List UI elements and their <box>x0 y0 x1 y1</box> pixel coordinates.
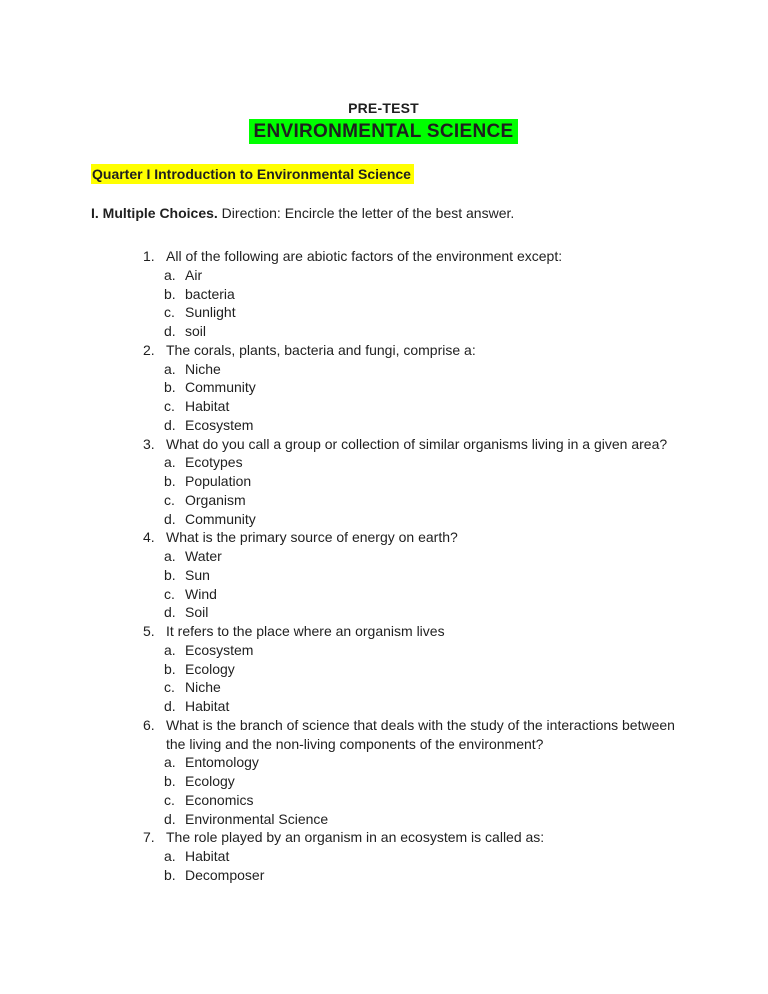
question-row <box>91 716 676 754</box>
option-letter: a. <box>164 641 176 658</box>
option-row <box>91 585 676 604</box>
option-row <box>91 847 676 866</box>
option-letter: c. <box>164 398 175 414</box>
option-letter: d. <box>164 604 176 621</box>
option-row <box>91 791 676 810</box>
question-number: 3. <box>143 435 155 452</box>
option-row <box>91 416 676 435</box>
question-text: What is the primary source of energy on earth? <box>166 529 458 546</box>
options-list <box>91 360 676 435</box>
option-row <box>91 285 676 304</box>
option-letter: b. <box>164 379 176 396</box>
option-text: Niche <box>185 360 221 377</box>
option-text: Air <box>185 266 203 283</box>
option-row <box>91 303 676 322</box>
options-list <box>91 453 676 528</box>
question-text: What do you call a group or collection of similar organisms living in a given area? <box>166 435 668 452</box>
question-number: 5. <box>143 623 155 639</box>
option-text: Habitat <box>185 698 230 714</box>
question-row <box>91 828 676 847</box>
question-number: 1. <box>143 248 155 264</box>
option-letter: a. <box>164 266 176 283</box>
question-number: 2. <box>143 341 155 358</box>
option-text: Ecology <box>185 773 235 789</box>
option-row <box>91 566 676 585</box>
option-text: soil <box>185 323 207 339</box>
option-letter: b. <box>164 660 176 677</box>
option-text: Organism <box>185 491 246 508</box>
option-letter: a. <box>164 754 176 771</box>
option-row <box>91 322 676 341</box>
option-text: Niche <box>185 679 221 696</box>
option-row <box>91 660 676 679</box>
question-number: 6. <box>143 716 155 733</box>
question-block <box>91 528 676 622</box>
option-letter: c. <box>164 304 175 321</box>
options-list <box>91 266 676 341</box>
option-row <box>91 378 676 397</box>
option-text: Ecosystem <box>185 416 254 433</box>
option-letter: b. <box>164 773 176 789</box>
option-letter: d. <box>164 810 176 827</box>
instruction-text: Direction: Encircle the letter of the best answer. <box>217 205 515 221</box>
option-row <box>91 641 676 660</box>
option-text: Population <box>185 473 252 489</box>
option-letter: a. <box>164 360 176 377</box>
question-number: 4. <box>143 529 155 546</box>
option-text: bacteria <box>185 285 235 302</box>
option-row <box>91 491 676 510</box>
option-row <box>91 678 676 697</box>
option-text: Entomology <box>185 754 259 771</box>
option-row <box>91 547 676 566</box>
title-line <box>91 118 676 146</box>
option-row <box>91 772 676 791</box>
option-letter: a. <box>164 848 176 864</box>
options-list <box>91 847 676 885</box>
option-text: Community <box>185 510 256 527</box>
option-letter: c. <box>164 791 175 808</box>
document-title: ENVIRONMENTAL SCIENCE <box>249 119 517 144</box>
option-text: Sun <box>185 566 210 583</box>
instruction-line <box>91 204 676 223</box>
option-text: Water <box>185 548 222 564</box>
option-row <box>91 603 676 622</box>
option-text: Soil <box>185 604 209 621</box>
option-row <box>91 866 676 885</box>
option-text: Wind <box>185 585 217 602</box>
options-list <box>91 753 676 828</box>
option-row <box>91 360 676 379</box>
option-text: Ecology <box>185 660 235 677</box>
option-text: Economics <box>185 791 254 808</box>
option-letter: c. <box>164 585 175 602</box>
option-letter: c. <box>164 679 175 696</box>
option-text: Habitat <box>185 848 230 864</box>
question-block <box>91 716 676 829</box>
option-row <box>91 753 676 772</box>
option-row <box>91 472 676 491</box>
options-list <box>91 641 676 716</box>
option-text: Ecosystem <box>185 641 254 658</box>
question-number: 7. <box>143 829 155 846</box>
option-letter: b. <box>164 285 176 302</box>
questions-list <box>91 247 676 885</box>
question-block <box>91 828 676 884</box>
question-text: All of the following are abiotic factors of the environment except: <box>166 248 563 264</box>
question-text: What is the branch of science that deals with the study of the interactions between the living and the non-living components of the environment? <box>166 716 675 752</box>
option-row <box>91 397 676 416</box>
option-row <box>91 697 676 716</box>
question-row <box>91 435 676 454</box>
option-text: Ecotypes <box>185 454 243 471</box>
option-row <box>91 810 676 829</box>
question-text: The corals, plants, bacteria and fungi, comprise a: <box>166 341 476 358</box>
question-block <box>91 247 676 341</box>
question-row <box>91 341 676 360</box>
option-letter: d. <box>164 510 176 527</box>
question-text: It refers to the place where an organism lives <box>166 623 445 639</box>
question-row <box>91 622 676 641</box>
option-letter: a. <box>164 454 176 471</box>
instruction-lead: I. Multiple Choices. <box>91 205 218 221</box>
pretest-heading: PRE-TEST <box>348 100 419 116</box>
question-block <box>91 341 676 435</box>
option-letter: b. <box>164 473 176 489</box>
question-row <box>91 247 676 266</box>
question-block <box>91 435 676 529</box>
section-line <box>91 164 676 185</box>
option-letter: d. <box>164 323 176 339</box>
option-letter: d. <box>164 698 176 714</box>
section-heading: Quarter I Introduction to Environmental Science <box>91 164 414 184</box>
option-letter: b. <box>164 866 176 883</box>
option-letter: d. <box>164 416 176 433</box>
option-text: Habitat <box>185 398 230 414</box>
option-row <box>91 266 676 285</box>
option-text: Environmental Science <box>185 810 329 827</box>
question-block <box>91 622 676 716</box>
options-list <box>91 547 676 622</box>
option-letter: b. <box>164 566 176 583</box>
question-row <box>91 528 676 547</box>
option-text: Decomposer <box>185 866 265 883</box>
option-letter: c. <box>164 491 175 508</box>
option-row <box>91 453 676 472</box>
option-text: Community <box>185 379 256 396</box>
option-letter: a. <box>164 548 176 564</box>
option-text: Sunlight <box>185 304 236 321</box>
option-row <box>91 510 676 529</box>
question-text: The role played by an organism in an ecosystem is called as: <box>166 829 545 846</box>
